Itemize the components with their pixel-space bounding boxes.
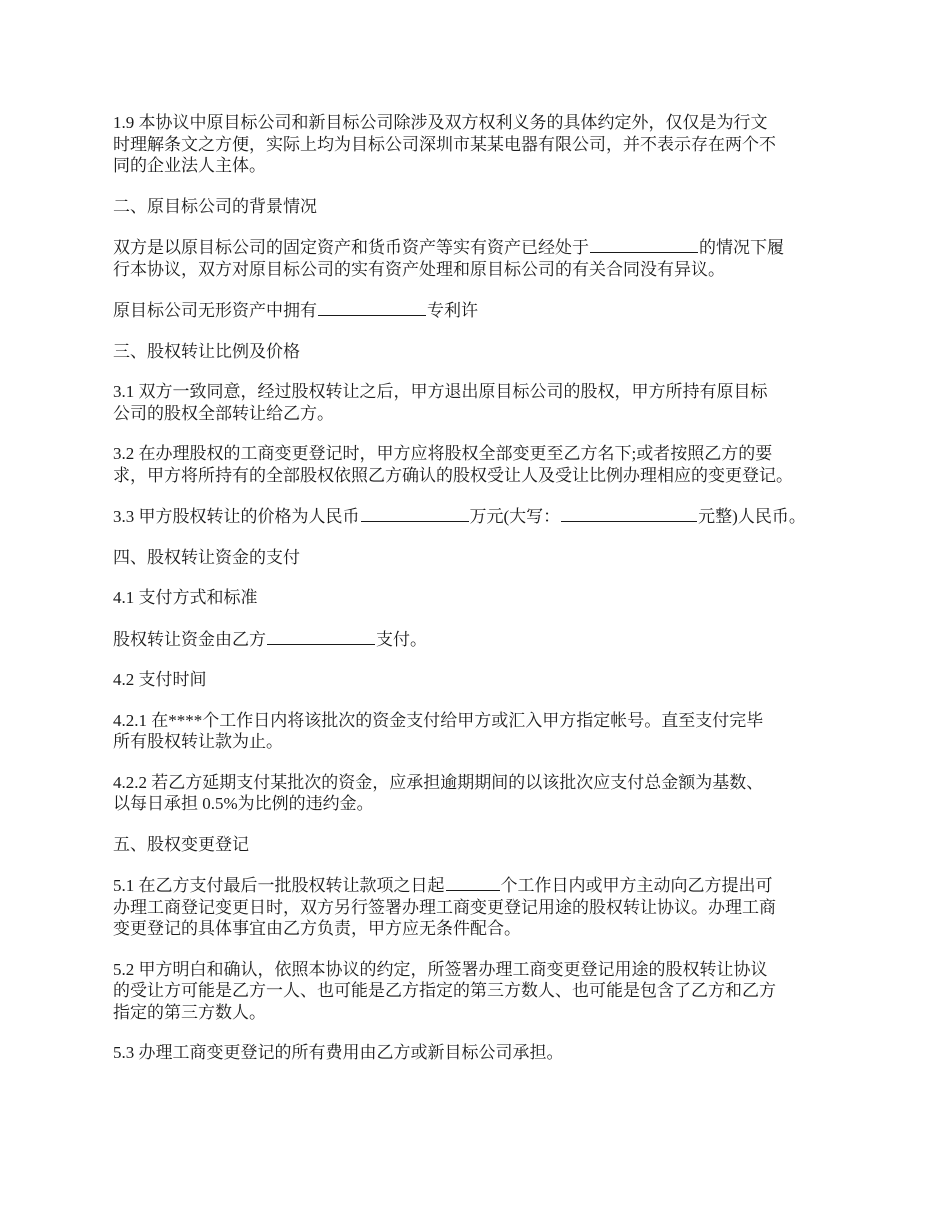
- text-line: 所有股权转让款为止。: [113, 732, 283, 751]
- text-line: 5.2 甲方明白和确认，依照本协议的约定，所签署办理工商变更登记用途的股权转让协议: [113, 959, 768, 979]
- clause-5-2: [113, 959, 853, 1024]
- clause-4-2-heading: 4.2 支付时间: [113, 670, 207, 689]
- clause-1-9: [113, 112, 853, 177]
- intangible-assets-paragraph: [113, 299, 853, 322]
- text-line: 公司的股权全部转让给乙方。: [113, 403, 334, 423]
- text-segment: 股权转让资金由乙方: [113, 629, 266, 649]
- clause-5-1: [113, 874, 853, 940]
- text-segment: 3.3 甲方股权转让的价格为人民币: [113, 507, 360, 526]
- text-line: 同的企业法人主体。: [113, 156, 266, 175]
- section-heading-5: 五、股权变更登记: [113, 834, 249, 854]
- clause-4-2-1: [113, 710, 853, 753]
- clause-3-1: [113, 381, 853, 424]
- text-line: 指定的第三方数人。: [113, 1002, 266, 1022]
- text-line: 行本协议，双方对原目标公司的实有资产处理和原目标公司的有关合同没有异议。: [113, 259, 725, 279]
- text-line: 变更登记的具体事宜由乙方负责，甲方应无条件配合。: [113, 919, 521, 938]
- text-line: 求，甲方将所持有的全部股权依照乙方确认的股权受让人及受让比例办理相应的变更登记。: [113, 465, 793, 485]
- text-segment: 万元(大写：: [469, 507, 561, 526]
- text-line: 3.2 在办理股权的工商变更登记时，甲方应将股权全部变更至乙方名下;或者按照乙方的要: [113, 444, 773, 463]
- text-line: [113, 874, 853, 897]
- text-segment: 支付。: [376, 629, 427, 649]
- text-segment: 原目标公司无形资产中拥有: [113, 301, 317, 320]
- clause-3-2: [113, 443, 853, 486]
- text-segment: 专利许: [427, 301, 478, 320]
- text-segment: 个工作日内或甲方主动向乙方提出可: [500, 876, 773, 895]
- text-line: [113, 299, 853, 322]
- text-line: [113, 505, 853, 528]
- text-line: [113, 236, 853, 259]
- clause-5-3: 5.3 办理工商变更登记的所有费用由乙方或新目标公司承担。: [113, 1043, 564, 1062]
- fill-in-blank: [446, 874, 500, 891]
- text-segment: 双方是以原目标公司的固定资产和货币资产等实有资产已经处于: [113, 238, 589, 257]
- fill-in-blank: [361, 505, 469, 522]
- text-segment: 元整)人民币。: [698, 507, 806, 526]
- payment-method-paragraph: [113, 628, 853, 651]
- clause-3-3: [113, 505, 853, 528]
- text-line: 的受让方可能是乙方一人、也可能是乙方指定的第三方数人、也可能是包含了乙方和乙方: [113, 981, 776, 1000]
- text-line: 4.2.1 在****个工作日内将该批次的资金支付给甲方或汇入甲方指定帐号。直至支付完毕: [113, 710, 764, 730]
- section-heading-3: 三、股权转让比例及价格: [113, 341, 300, 361]
- text-segment: 的情况下履: [699, 238, 784, 257]
- fill-in-blank: [590, 236, 698, 253]
- text-segment: 5.1 在乙方支付最后一批股权转让款项之日起: [113, 876, 445, 895]
- text-line: [113, 628, 853, 651]
- fill-in-blank: [267, 628, 375, 645]
- fill-in-blank: [318, 299, 426, 316]
- fill-in-blank: [561, 505, 697, 522]
- clause-4-2-2: [113, 772, 853, 815]
- text-line: 1.9 本协议中原目标公司和新目标公司除涉及双方权利义务的具体约定外，仅仅是为行文: [113, 113, 768, 132]
- section-heading-4: 四、股权转让资金的支付: [113, 547, 300, 567]
- text-line: 办理工商登记变更日时，双方另行签署办理工商变更登记用途的股权转让协议。办理工商: [113, 897, 776, 917]
- clause-4-1-heading: 4.1 支付方式和标准: [113, 588, 258, 607]
- text-line: 4.2.2 若乙方延期支付某批次的资金，应承担逾期期间的以该批次应支付总金额为基数、: [113, 772, 764, 792]
- text-line: 时理解条文之方便，实际上均为目标公司深圳市某某电器有限公司，并不表示存在两个不: [113, 134, 776, 154]
- background-paragraph: [113, 236, 853, 280]
- text-line: 3.1 双方一致同意，经过股权转让之后，甲方退出原目标公司的股权，甲方所持有原目标: [113, 382, 768, 401]
- document-page: [113, 112, 853, 1083]
- text-line: 以每日承担 0.5%为比例的违约金。: [113, 794, 374, 813]
- section-heading-2: 二、原目标公司的背景情况: [113, 196, 317, 216]
